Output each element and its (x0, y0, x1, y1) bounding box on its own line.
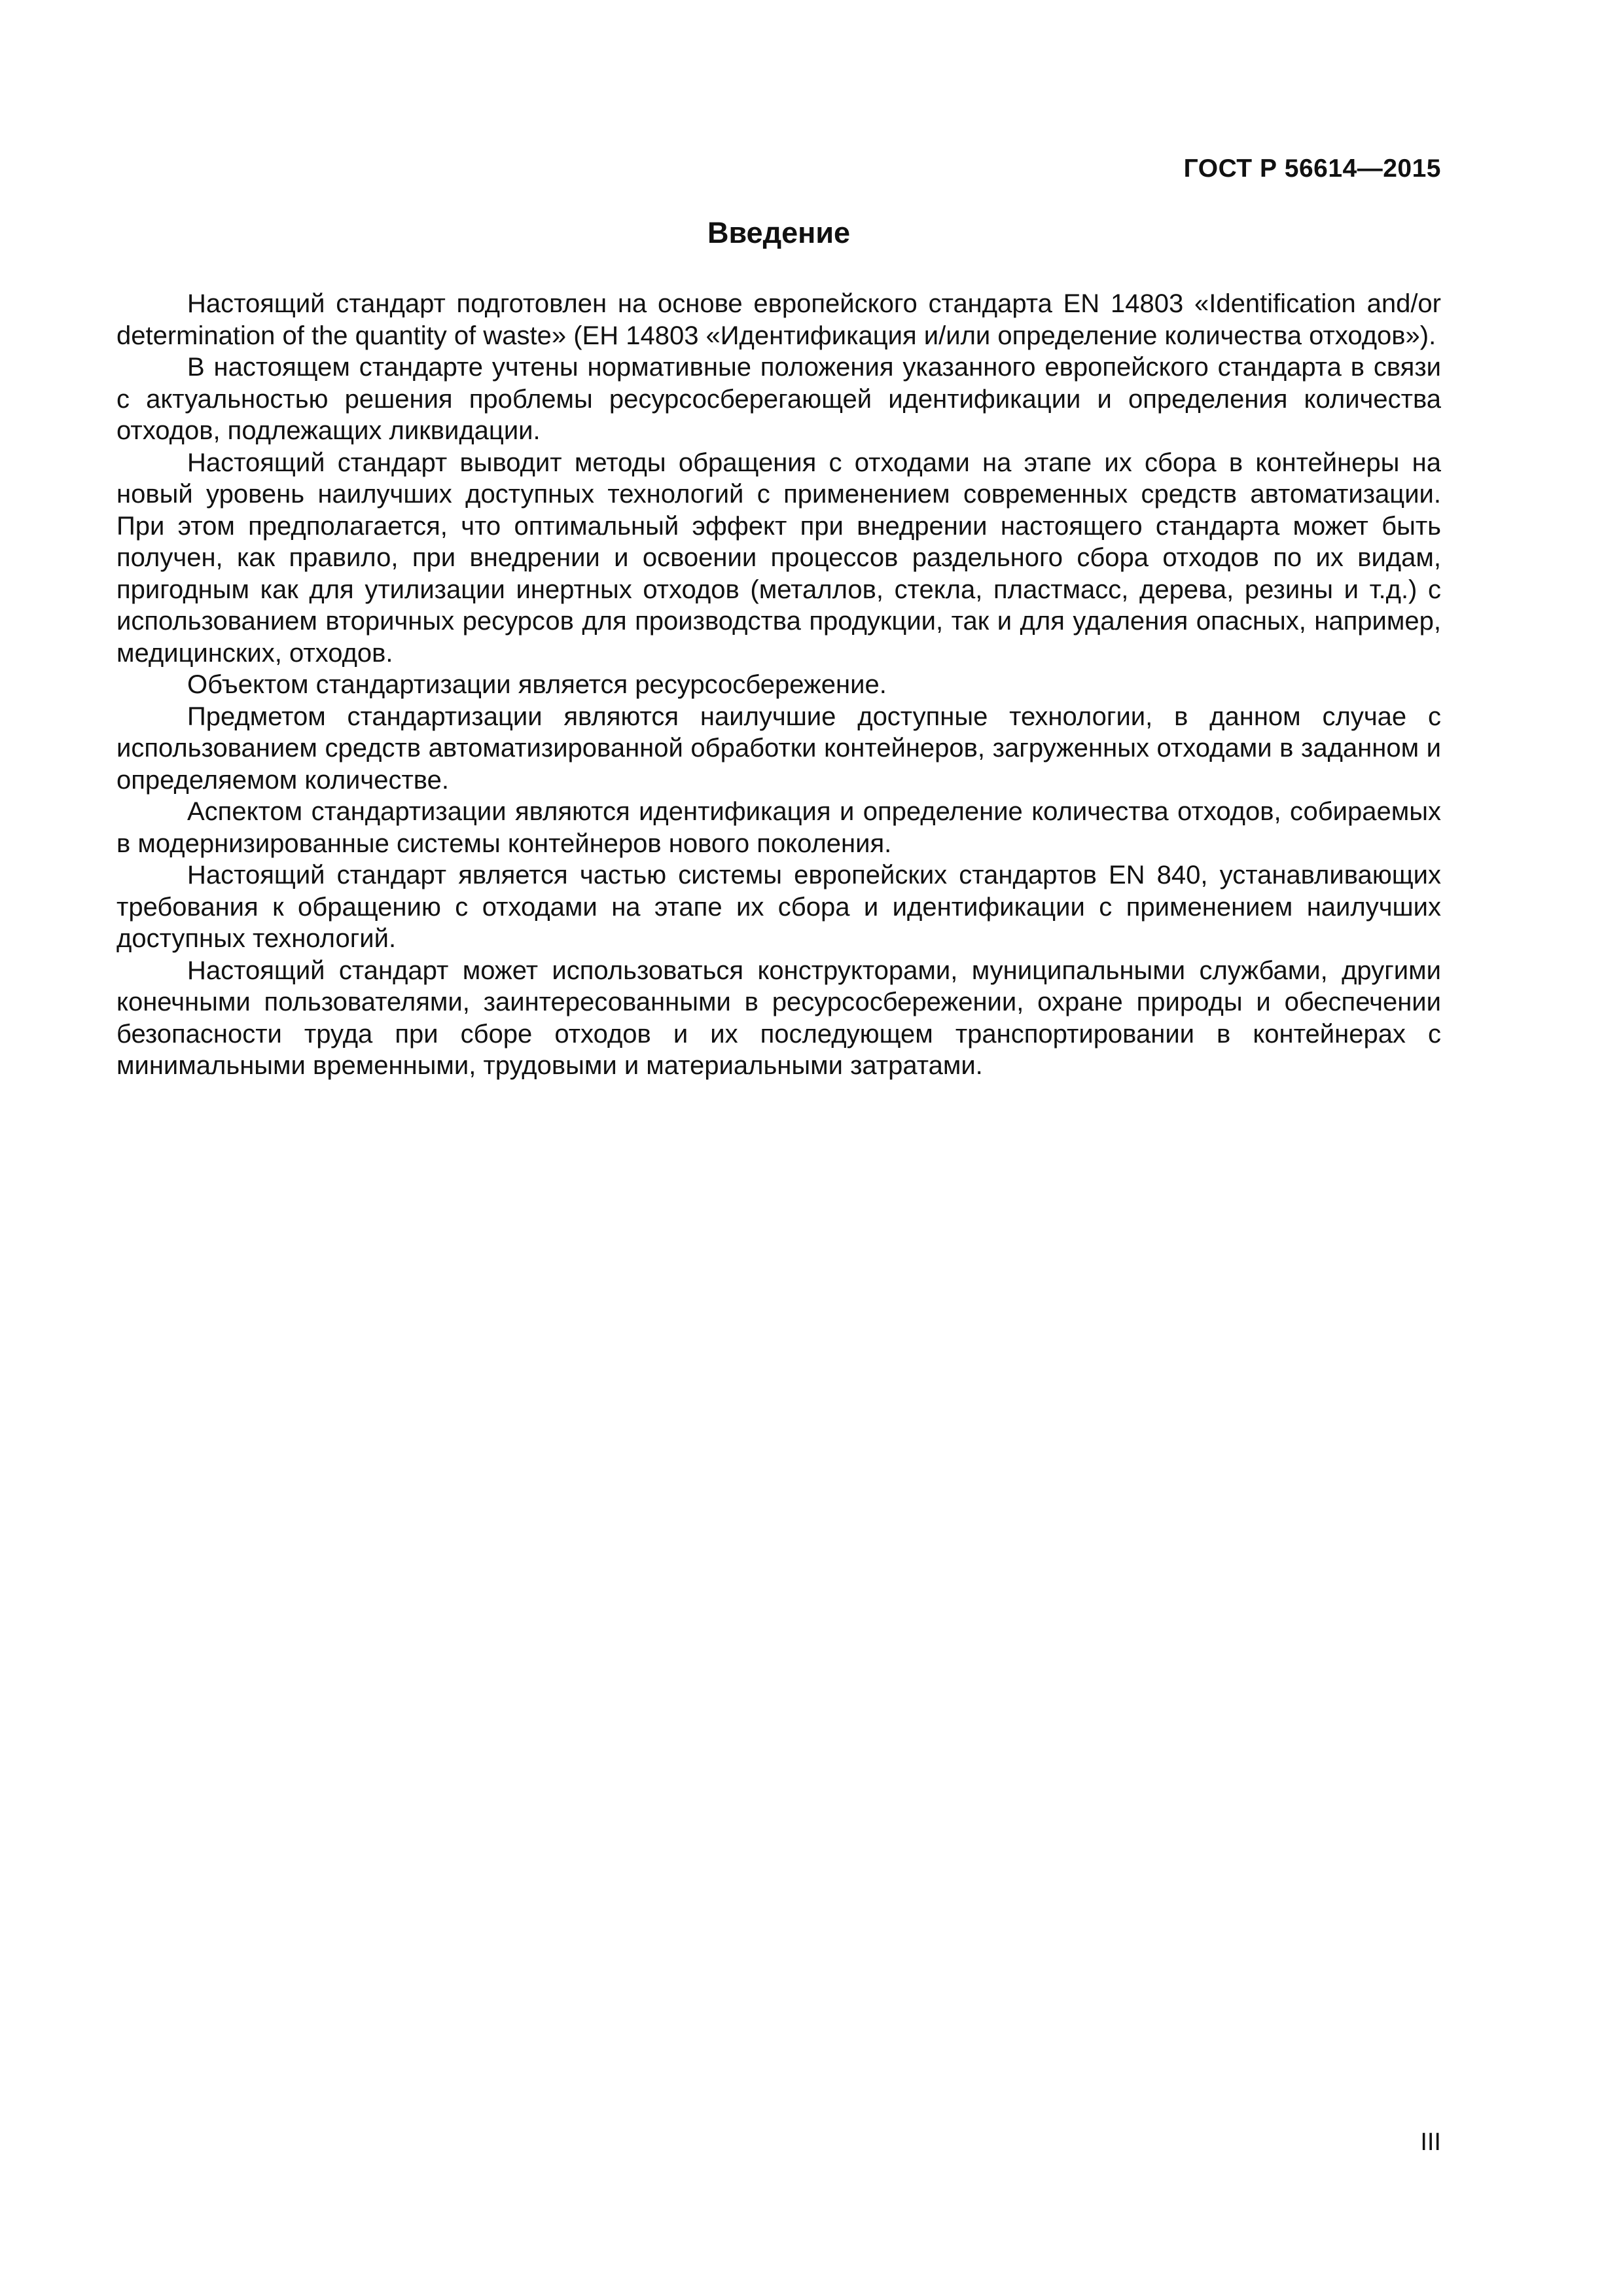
paragraph: Настоящий стандарт является частью системы европейских стандартов EN 840, устанавливающих требования к обращению с отходами на этапе их сбора и идентификации с применением наилучших доступных технологий. (116, 861, 1441, 953)
paragraph: Аспектом стандартизации являются идентификация и определение количества отходов, собираемых в модернизированные системы контейнеров нового поколения. (116, 797, 1441, 858)
page-number: III (1420, 2128, 1441, 2156)
paragraph: Объектом стандартизации является ресурсосбережение. (187, 670, 887, 699)
document-code: ГОСТ Р 56614—2015 (1183, 154, 1441, 183)
paragraph: Настоящий стандарт может использоваться конструкторами, муниципальными службами, другими конечными пользователями, заинтересованными в ресурсосбережении, охране природы и обеспечении безопасности труда при сборе отходов и их последующем транспортировании в контейнерах с минимальными временными, трудовыми и материальными затратами. (116, 956, 1441, 1080)
paragraph: Предметом стандартизации являются наилучшие доступные технологии, в данном случае с использованием средств автоматизированной обработки контейнеров, загруженных отходами в заданном и определяемом количестве. (116, 702, 1441, 795)
section-title: Введение (707, 216, 851, 249)
paragraph: Настоящий стандарт подготовлен на основе европейского стандарта EN 14803 «Identification and/or determination of the quantity of waste» (ЕН 14803 «Идентификация и/или определение количества отходов»). (116, 289, 1441, 350)
paragraph: В настоящем стандарте учтены нормативные положения указанного европейского стандарта в связи с актуальностью решения проблемы ресурсосберегающей идентификации и определения количества отходов, подлежащих ликвидации. (116, 353, 1441, 445)
document-body (116, 288, 1441, 1082)
paragraph: Настоящий стандарт выводит методы обращения с отходами на этапе их сбора в контейнеры на новый уровень наилучших доступных технологий с применением современных средств автоматизации. При этом предполагается, что оптимальный эффект при внедрении настоящего стандарта может быть получен, как правило, при внедрении и освоении процессов раздельного сбора отходов по их видам, пригодным как для утилизации инертных отходов (металлов, стекла, пластмасс, дерева, резины и т.д.) с использованием вторичных ресурсов для производства продукции, так и для удаления опасных, например, медицинских, отходов. (116, 448, 1441, 668)
